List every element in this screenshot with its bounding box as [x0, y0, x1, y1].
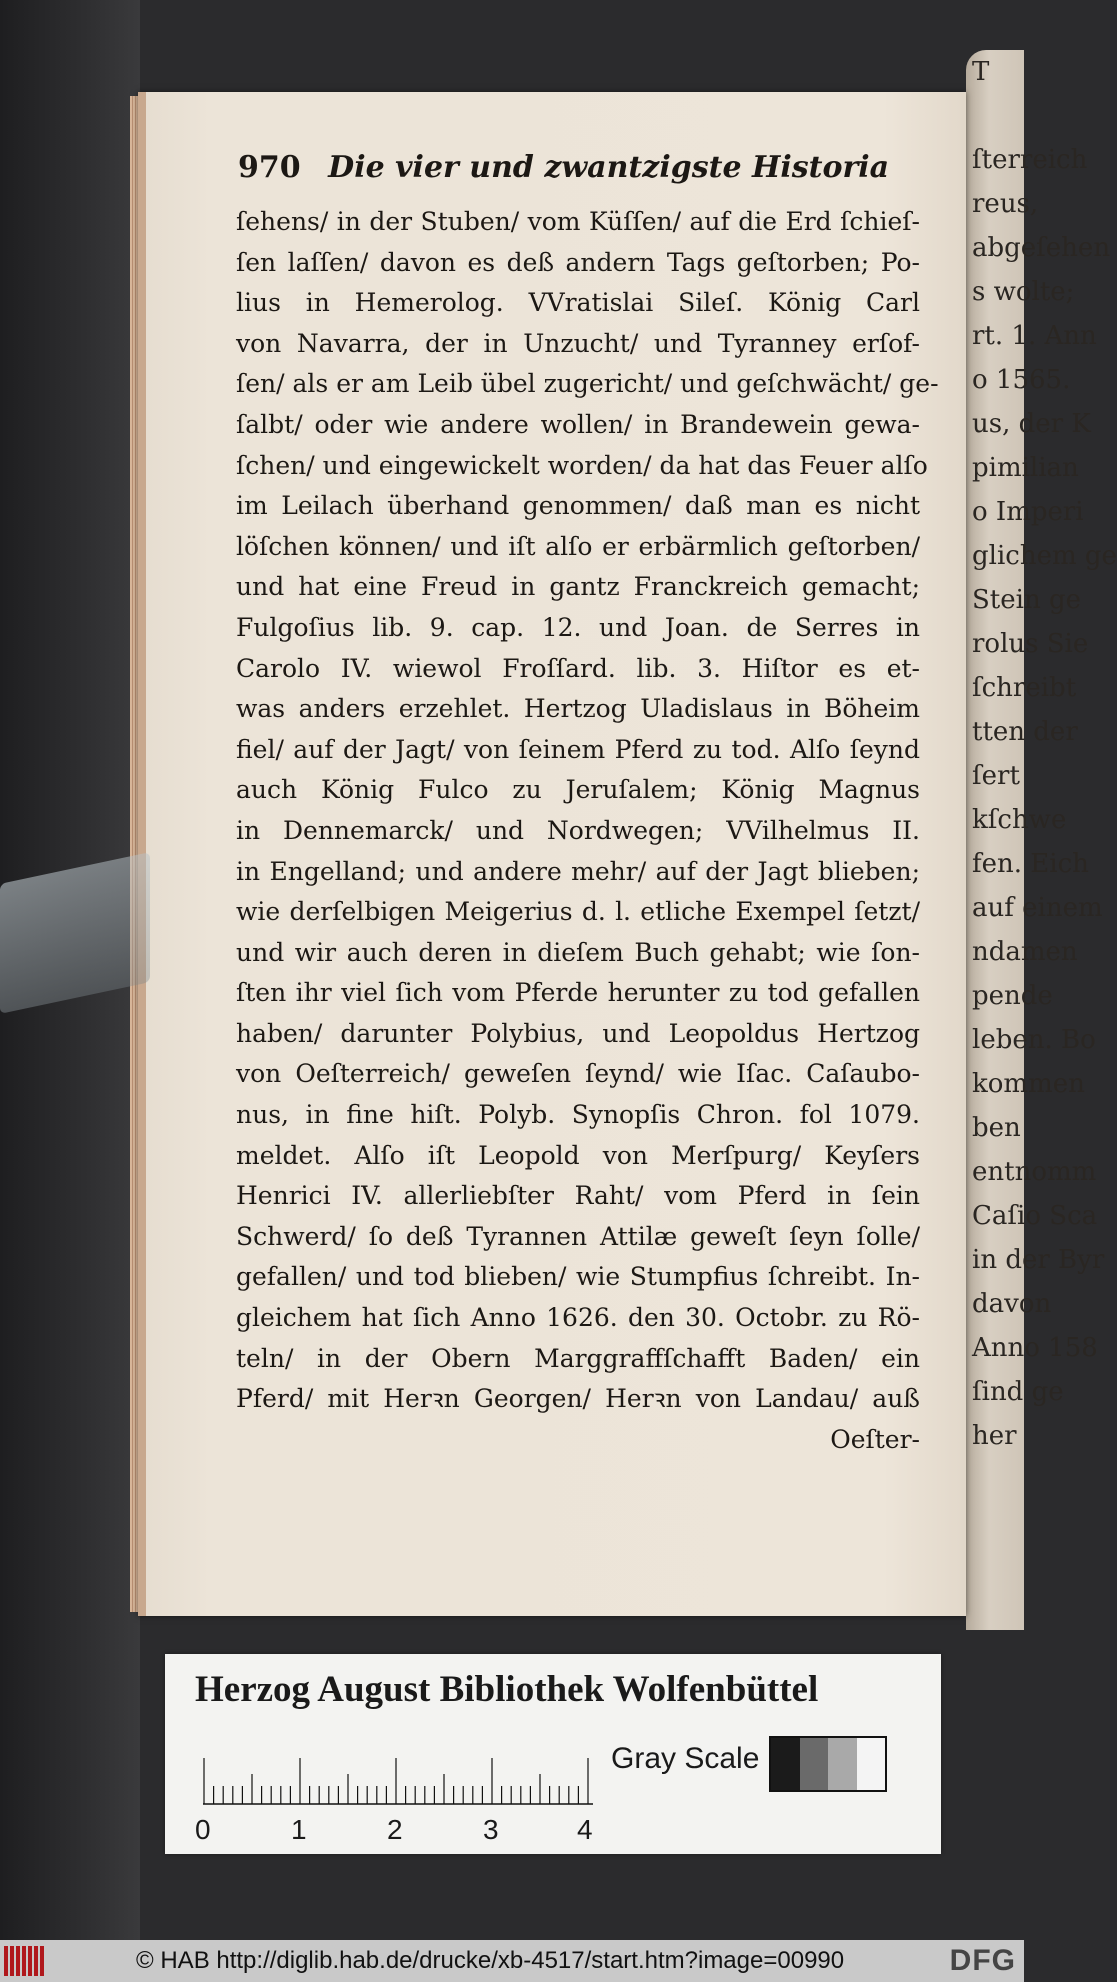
text-line: lius in Hemerolog. VVratislai Sileſ. König Carl: [236, 288, 920, 318]
text-line: Schwerd/ ſo deß Tyrannen Attilæ geweſt ſeyn ſolle/: [236, 1221, 920, 1251]
next-page-fragment: ndamen: [972, 937, 1078, 967]
text-line: Oeſter-: [830, 1424, 920, 1454]
text-line: von Navarra, der in Unzucht/ und Tyranney erſof-: [236, 328, 920, 358]
next-page-edge: [966, 50, 1117, 1630]
next-page-fragment: tten der: [972, 717, 1078, 747]
gray-swatch: [800, 1738, 829, 1790]
next-page-fragment: Caſio Sca: [972, 1201, 1098, 1231]
next-page-fragment: ben: [972, 1113, 1021, 1143]
next-page-fragment: pimilian: [972, 453, 1079, 483]
ruler-number-4: 4: [577, 1814, 593, 1845]
text-line: im Leilach überhand genommen/ daß man es nicht: [236, 491, 920, 521]
next-page-fragment: ſert: [972, 761, 1020, 791]
next-page-fragment: reus,: [972, 189, 1039, 219]
next-page-fragment: [972, 94, 1024, 138]
color-calibration-card: [165, 1654, 941, 1854]
next-page-fragment: entnomm: [972, 1157, 1097, 1187]
text-line: von Oeſterreich/ geweſen ſeynd/ wie Iſac. Caſaubo-: [236, 1059, 920, 1089]
text-line: haben/ darunter Polybius, und Leopoldus Hertzog: [236, 1018, 920, 1048]
next-page-fragment: pende: [972, 981, 1053, 1011]
text-line: ſalbt/ oder wie andere wollen/ in Brandewein gewa-: [236, 409, 920, 439]
text-line: Carolo IV. wiewol Froſſard. lib. 3. Hiſtor es et-: [236, 653, 920, 683]
next-page-fragment: kſchwe: [972, 805, 1067, 835]
next-page-fragment: kommen: [972, 1069, 1085, 1099]
page-header: [238, 150, 918, 196]
text-line: Pferd/ mit Herꝛn Georgen/ Herꝛn von Landau/ auß: [236, 1384, 920, 1414]
text-line: meldet. Alſo iſt Leopold von Merſpurg/ Keyſers: [236, 1140, 920, 1170]
next-page-fragment: leben. Bo: [972, 1025, 1096, 1055]
ruler-number-2: 2: [387, 1814, 403, 1845]
text-line: teln/ in der Obern Marggraffſchafft Baden/ ein: [236, 1343, 920, 1373]
next-page-fragment: T: [972, 57, 990, 87]
text-line: ſten ihr viel ſich vom Pferde herunter zu tod gefallen: [236, 978, 920, 1008]
next-page-fragment: s wolte;: [972, 277, 1075, 307]
next-page-fragment: in der Byr: [972, 1245, 1105, 1275]
text-line: Henrici IV. allerliebſter Raht/ vom Pferd in ſein: [236, 1181, 920, 1211]
text-line: auch König Fulco zu Jeruſalem; König Magnus: [236, 775, 920, 805]
next-page-fragment: o 1565.: [972, 365, 1071, 395]
gray-scale-swatches: [769, 1736, 887, 1792]
footer-bar: [0, 1940, 1024, 1982]
text-line: wie derſelbigen Meigerius d. l. etliche Exempel ſetzt/: [236, 897, 920, 927]
text-line: nus, in fine hiſt. Polyb. Synopſis Chron. fol 1079.: [236, 1100, 920, 1130]
next-page-fragment: ſterreich: [972, 145, 1088, 175]
text-line: in Engelland; und andere mehr/ auf der Jagt blieben;: [236, 856, 920, 886]
ruler-number-0: 0: [195, 1814, 211, 1845]
gray-scale-label: Gray Scale: [611, 1742, 760, 1775]
next-page-fragment: rolus Sie: [972, 629, 1089, 659]
gray-swatch: [857, 1738, 886, 1790]
next-page-text: [966, 50, 1117, 1458]
ruler-scale: [203, 1756, 593, 1806]
gray-swatch: [828, 1738, 857, 1790]
next-page-fragment: ſind ge: [972, 1377, 1064, 1407]
ruler-number-3: 3: [483, 1814, 499, 1845]
page-number: 970: [238, 150, 301, 185]
hab-logo-icon: [4, 1946, 48, 1976]
text-line: fiel/ auf der Jagt/ von ſeinem Pferd zu tod. Alſo ſeynd: [236, 734, 920, 764]
text-line: gefallen/ und tod blieben/ wie Stumpfius ſchreibt. In-: [236, 1262, 920, 1292]
ruler-number-1: 1: [291, 1814, 307, 1845]
next-page-fragment: fen. Eich: [972, 849, 1089, 879]
text-line: gleichem hat ſich Anno 1626. den 30. Octobr. zu Rö-: [236, 1303, 920, 1333]
text-line: Fulgoſius lib. 9. cap. 12. und Joan. de Serres in: [236, 612, 920, 642]
next-page-fragment: auf einem: [972, 893, 1103, 923]
page-body-text: [236, 202, 939, 1460]
gray-swatch: [771, 1738, 800, 1790]
running-title: Die vier und zwantzigste Historia: [328, 150, 890, 185]
next-page-fragment: rt. 1. Ann: [972, 321, 1097, 351]
next-page-fragment: ſchreibt: [972, 673, 1077, 703]
text-line: und wir auch deren in dieſem Buch gehabt; wie ſon-: [236, 937, 920, 967]
next-page-fragment: glichem ge: [972, 541, 1117, 571]
text-line: was anders erzehlet. Hertzog Uladislaus in Böheim: [236, 694, 920, 724]
next-page-fragment: o Imperi: [972, 497, 1084, 527]
next-page-fragment: davon: [972, 1289, 1052, 1319]
next-page-fragment: Stein ge: [972, 585, 1082, 615]
next-page-fragment: abgeſehen: [972, 233, 1111, 263]
text-line: ſehens/ in der Stuben/ vom Küſſen/ auf die Erd ſchieſ-: [236, 207, 920, 236]
text-line: ſchen/ und eingewickelt worden/ da hat das Feuer alſo: [236, 450, 928, 480]
text-line: löſchen können/ und iſt alſo er erbärmlich geſtorben/: [236, 531, 920, 561]
text-line: in Dennemarck/ und Nordwegen; VVilhelmus II.: [236, 815, 920, 845]
dfg-logo: DFG: [949, 1944, 1016, 1977]
copyright-link[interactable]: © HAB http://diglib.hab.de/drucke/xb-4517/start.htm?image=00990: [136, 1947, 845, 1974]
next-page-fragment: us, der K: [972, 409, 1091, 439]
text-line: und hat eine Freud in gantz Franckreich gemacht;: [236, 572, 920, 602]
text-line: ſen laſſen/ davon es deß andern Tags geſtorben; Po-: [236, 247, 920, 277]
library-name: Herzog August Bibliothek Wolfenbüttel: [195, 1669, 819, 1710]
text-line: ſen/ als er am Leib übel zugericht/ und geſchwächt/ ge-: [236, 369, 939, 399]
next-page-fragment: her: [972, 1421, 1017, 1451]
next-page-fragment: Anno 158: [972, 1333, 1098, 1363]
